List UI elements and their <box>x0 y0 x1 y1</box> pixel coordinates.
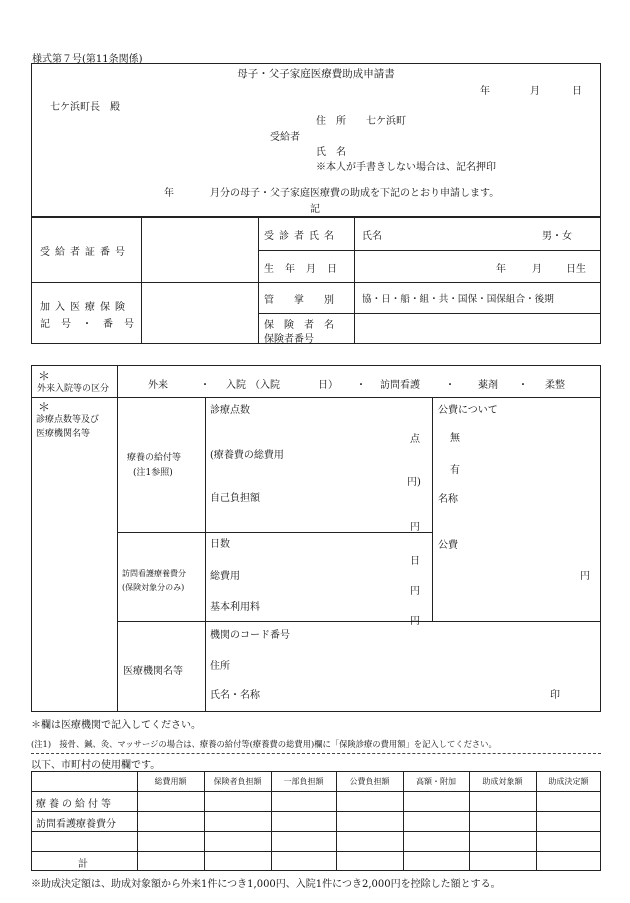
homecare-label: 訪問看護療養費分 <box>122 569 186 578</box>
category-pharmacy[interactable]: 薬剤 <box>478 380 498 391</box>
dob-year: 年 <box>496 264 506 275</box>
homecare-note: (保険対象分のみ) <box>122 583 185 592</box>
patient-name-label: 受診者氏名 <box>264 231 339 242</box>
request-year: 年 <box>164 188 174 199</box>
points-label: 診療点数 <box>210 405 250 416</box>
category-dot: ・ <box>518 380 528 391</box>
column-header: 高額・附加 <box>416 777 456 786</box>
column-header: 助成決定額 <box>548 777 589 786</box>
signature-note: ※本人が手書きしない場合は、記名押印 <box>316 162 496 173</box>
form-title: 母子・父子家庭医療費助成申請書 <box>237 68 395 80</box>
dob-month: 月 <box>532 264 542 275</box>
final-note: ※助成決定額は、助成対象額から外来1件につき1,000円、入院1件につき2,000円を控除した額とする。 <box>31 879 501 890</box>
column-header: 一部負担額 <box>283 777 324 786</box>
ki-label: 記 <box>310 204 320 215</box>
medical-side-label-2: 医療機関名等 <box>36 429 91 439</box>
category-outpatient[interactable]: 外来 <box>148 380 168 391</box>
address-value: 七ケ浜町 <box>366 116 406 127</box>
star-note: ＊欄は医療機関で記入してください。 <box>31 720 201 731</box>
name-label: 氏 名 <box>316 147 346 158</box>
address-label: 住 所 <box>316 116 346 127</box>
points-unit: 点 <box>410 434 420 445</box>
public-fee-label: 公費 <box>438 540 458 551</box>
basic-fee-unit: 円 <box>410 616 420 627</box>
category-label: 外来入院等の区分 <box>37 384 110 394</box>
municipal-note: 以下、市町村の使用欄です。 <box>31 760 161 771</box>
ryoyo-label: 療養の給付等 <box>127 453 182 463</box>
total-label: 総費用 <box>210 571 240 582</box>
days-unit: 日 <box>410 556 420 567</box>
jurisdiction-options[interactable]: 協・日・船・組・共・国保・国保組合・後期 <box>362 294 554 305</box>
row-label: 訪問看護療養費分 <box>36 819 116 830</box>
public-fee-unit: 円 <box>580 571 590 582</box>
category-home-nursing[interactable]: 訪問看護 <box>380 380 420 391</box>
public-name: 名称 <box>438 494 458 505</box>
dob-day: 日生 <box>566 264 586 275</box>
category-star: ＊ <box>38 369 51 383</box>
column-header: 助成対象額 <box>482 777 523 786</box>
category-inpatient[interactable]: 入院 <box>226 380 246 391</box>
cert-no-field[interactable] <box>143 220 256 280</box>
sex-options[interactable]: 男・女 <box>542 231 572 242</box>
insurance-number-label: 記号・番号 <box>40 319 145 330</box>
inpatient-days-open: （入院 <box>250 380 280 391</box>
column-header: 総費用額 <box>154 777 187 786</box>
request-text: 月分の母子・父子家庭医療費の助成を下記のとおり申請します。 <box>210 188 500 199</box>
basic-fee-label: 基本利用料 <box>210 602 260 613</box>
recipient-label: 受給者 <box>270 132 300 143</box>
date-year: 年 <box>480 86 490 97</box>
row-label-total: 計 <box>78 859 88 870</box>
ryoyo-note: (注1参照) <box>133 468 173 478</box>
medical-side-label: 診療点数等及び <box>36 415 100 425</box>
patient-name-prefix: 氏名 <box>362 231 382 242</box>
category-dot: ・ <box>356 380 366 391</box>
note-1: (注1) 接骨、鍼、灸、マッサージの場合は、療養の給付等(療養費の総費用)欄に「保険診療の費用額」を記入してください。 <box>31 739 497 749</box>
column-header: 保険者負担額 <box>213 777 262 786</box>
inst-name-label: 氏名・名称 <box>210 690 260 701</box>
inpatient-days-close: 日） <box>318 380 338 391</box>
category-dot: ・ <box>445 380 455 391</box>
medical-star: ＊ <box>38 400 51 414</box>
category-judo[interactable]: 柔整 <box>545 380 565 391</box>
insurance-label: 加入医療保険 <box>40 302 130 313</box>
total-unit: 円 <box>410 586 420 597</box>
dob-label: 生年月日 <box>264 264 348 275</box>
form-number: 様式第７号(第11条関係) <box>32 54 143 65</box>
addressee: 七ケ浜町長 殿 <box>50 102 120 113</box>
self-pay-unit: 円 <box>410 522 420 533</box>
total-cost-unit: 円) <box>407 477 421 488</box>
jurisdiction-label: 管 掌 別 <box>264 295 334 306</box>
seal-mark: 印 <box>550 690 560 701</box>
insurer-name-label: 保 険 者 名 <box>264 320 334 331</box>
institution-label: 医療機関名等 <box>123 666 183 677</box>
self-pay-label: 自己負担額 <box>210 493 260 504</box>
public-none[interactable]: 無 <box>450 433 460 444</box>
code-label: 機関のコード番号 <box>210 630 290 641</box>
date-month: 月 <box>530 86 540 97</box>
insurance-number-field[interactable] <box>143 285 256 341</box>
public-yes[interactable]: 有 <box>450 465 460 476</box>
date-day: 日 <box>572 86 582 97</box>
category-dot: ・ <box>200 380 210 391</box>
row-label: 療養の給付等 <box>36 799 114 810</box>
insurer-number-label: 保険者番号 <box>264 334 314 345</box>
inst-address-label: 住所 <box>210 661 230 672</box>
total-cost-label: (療養費の総費用 <box>210 450 284 461</box>
public-label: 公費について <box>438 405 498 416</box>
days-label: 日数 <box>210 539 230 550</box>
cert-no-label: 受給者証番号 <box>40 247 130 258</box>
column-header: 公費負担額 <box>349 777 390 786</box>
